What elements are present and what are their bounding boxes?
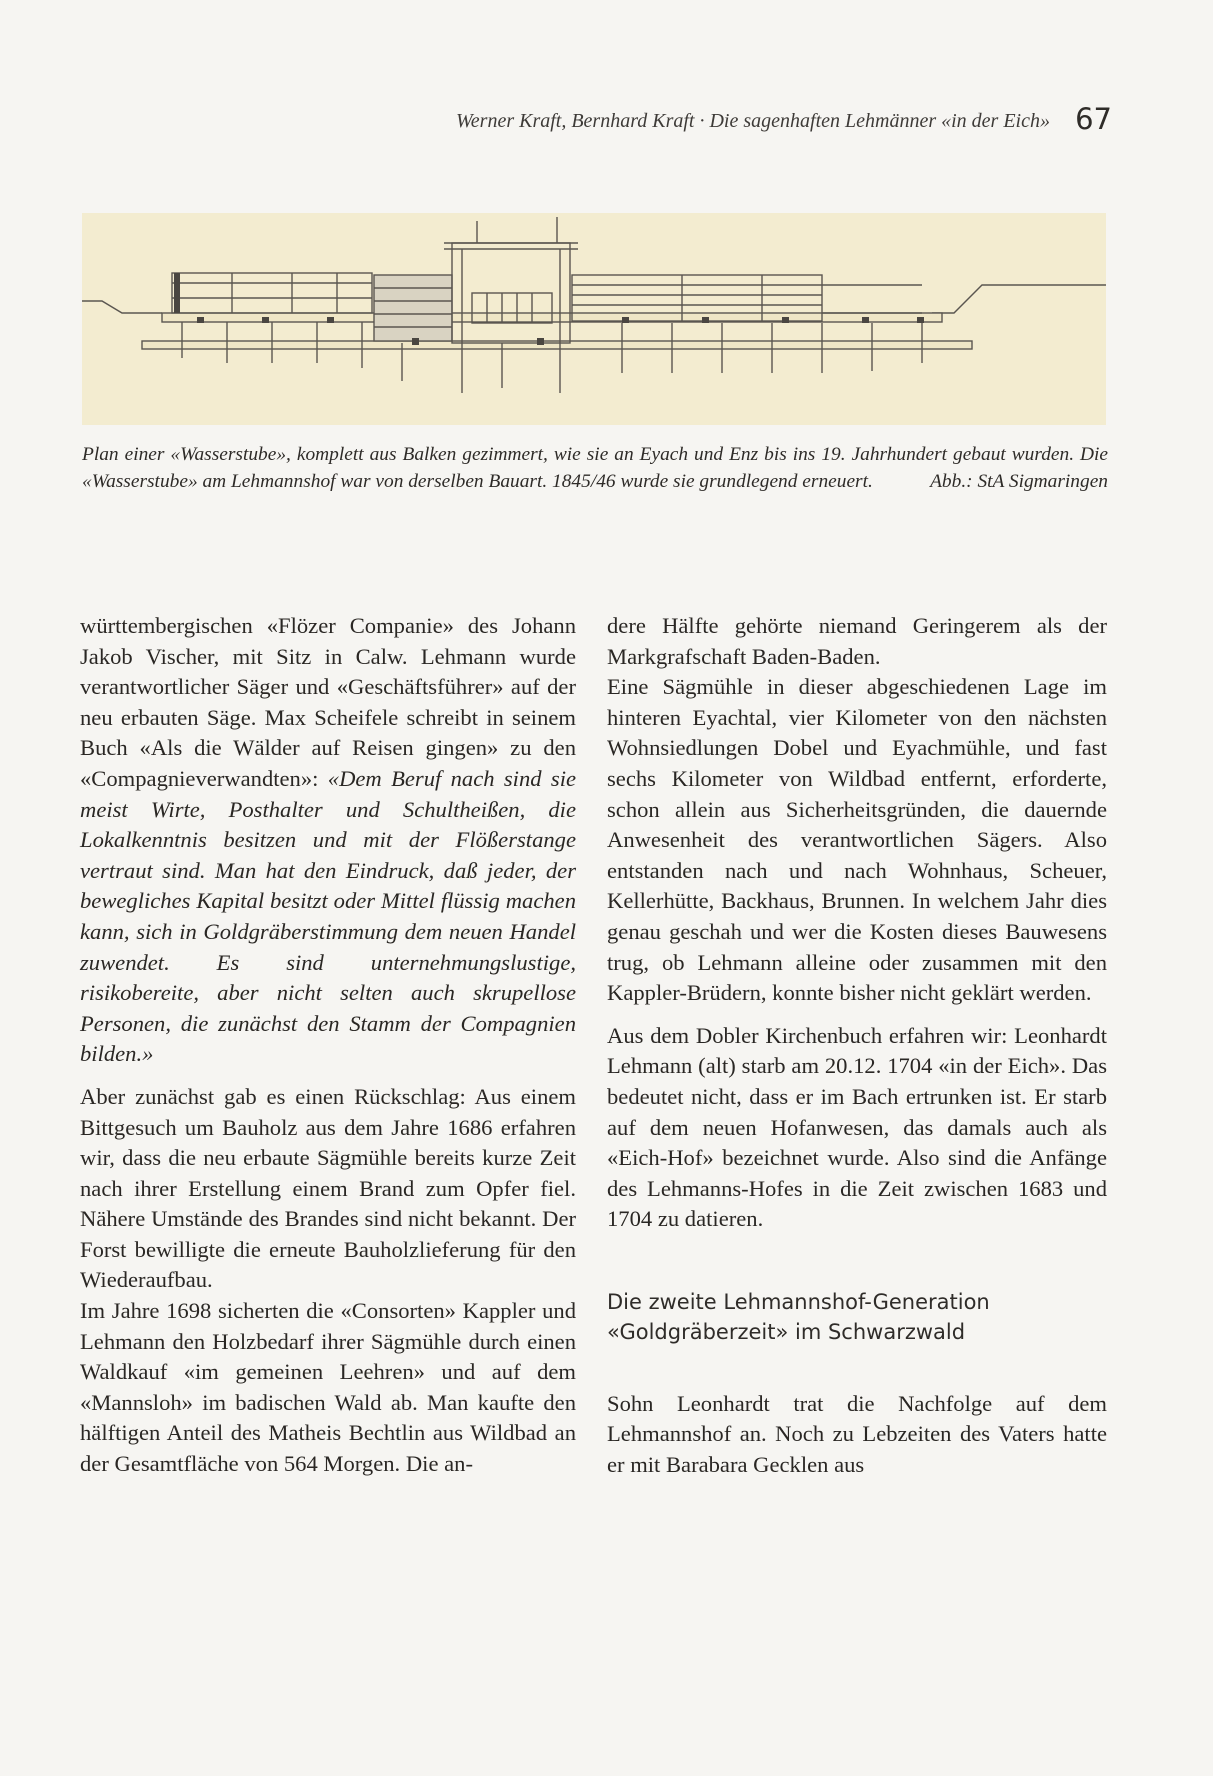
paragraph (80, 611, 576, 1070)
scheifele-quote: «Dem Beruf nach sind sie meist Wirte, Posthalter und Schultheißen, die Lokalkenntnis besitzen und mit der Flößerstange vertraut sind. Man hat den Eindruck, daß jeder, der bewegliches Kapital besitzt oder Mittel flüssig machen kann, sich in Goldgräberstimmung dem neuen Handel zuwendet. Es sind unternehmungslustige, risikobereite, aber nicht selten auch skrupellose Personen, die zunächst den Stamm der Compagnien bilden.» (80, 765, 576, 1067)
section-heading-line: Die zweite Lehmannshof-Generation (607, 1289, 990, 1314)
right-column (607, 611, 1107, 1481)
page-number: 67 (1075, 102, 1112, 136)
caption-text: Plan einer «Wasserstube», komplett aus Balken gezimmert, wie sie an Eyach und Enz bis ins 19. Jahrhundert gebaut wurden. Die «Wasserstube» am Lehmannshof war von derselben Bauart. 1845/46 wurde sie grundlegend erneuert. (82, 444, 1108, 492)
paragraph: Im Jahre 1698 sicherten die «Consorten» Kappler und Lehmann den Holzbedarf ihrer Sägmühle durch einen Waldkauf «im gemeinen Leehren» und auf dem «Mannsloh» im badischen Wald ab. Man kaufte den hälftigen Anteil des Matheis Bechtlin aus Wildbad an der Gesamtfläche von 564 Morgen. Die an- (80, 1298, 576, 1477)
wasserstube-plan-figure (82, 213, 1106, 425)
left-column (80, 611, 576, 1480)
paragraph: Aber zunächst gab es einen Rückschlag: Aus einem Bittgesuch um Bauholz aus dem Jahre 1686 erfahren wir, dass die neu erbaute Sägmühle bereits kurze Zeit nach ihrer Erstellung einem Brand zum Opfer fiel. Nähere Umstände des Brandes sind nicht bekannt. Der Forst bewilligte die erneute Bauholzlieferung für den Wiederaufbau. (80, 1083, 576, 1293)
image-credit: Abb.: StA Sigmaringen (930, 471, 1108, 492)
figure-caption (82, 441, 1108, 495)
wasserstube-plan-drawing (82, 213, 1106, 425)
paragraph: Eine Sägmühle in dieser abgeschiedenen Lage im hinteren Eyachtal, vier Kilometer von den nächsten Wohnsiedlungen Dobel und Eyachmühle, und fast sechs Kilometer von Wildbad entfernt, erforderte, schon allein aus Sicherheitsgründen, die dauernde Anwesenheit des verantwortlichen Sägers. Also entstanden nach und nach Wohnhaus, Scheuer, Kellerhütte, Backhaus, Brunnen. In welchem Jahr dies genau geschah und wer die Kosten dieses Bauwesens trug, ob Lehmann alleine oder zusammen mit den Kappler-Brüdern, konnte bisher nicht geklärt werden. (607, 674, 1107, 1006)
paragraph: Aus dem Dobler Kirchenbuch erfahren wir: Leonhardt Lehmann (alt) starb am 20.12. 1704 «in der Eich». Das bedeutet nicht, dass er im Bach ertrunken ist. Er starb auf dem neuen Hofanwesen, das damals auch als «Eich-Hof» bezeichnet wurde. Also sind die Anfänge des Lehmanns-Hofes in die Zeit zwischen 1683 und 1704 zu datieren. (607, 1022, 1107, 1232)
page-header (290, 102, 1112, 142)
paragraph-text: württembergischen «Flözer Companie» des Johann Jakob Vischer, mit Sitz in Calw. Lehmann wurde verantwortlicher Säger und «Geschäftsführer» auf der neu erbauten Säge. Max Scheifele schreibt in seinem Buch «Als die Wälder auf Reisen gingen» zu den «Compagnieverwandten»: (80, 613, 576, 791)
paragraph: Sohn Leonhardt trat die Nachfolge auf dem Lehmannshof an. Noch zu Lebzeiten des Vaters hatte er mit Barabara Gecklen aus (607, 1390, 1107, 1478)
paragraph: dere Hälfte gehörte niemand Geringerem als der Markgrafschaft Baden-Baden. (607, 613, 1107, 669)
running-head: Werner Kraft, Bernhard Kraft · Die sagenhaften Lehmänner «in der Eich» (455, 110, 1050, 132)
section-heading (607, 1287, 1107, 1347)
section-heading-line: «Goldgräberzeit» im Schwarzwald (607, 1319, 966, 1344)
